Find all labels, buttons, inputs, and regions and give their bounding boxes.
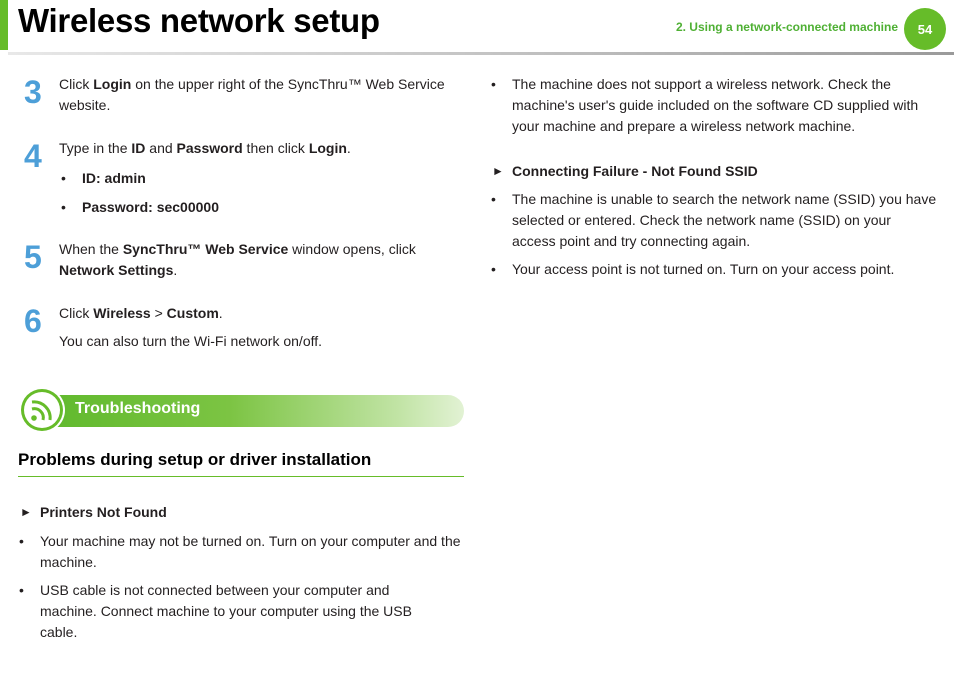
step-6-number: 6: [24, 303, 42, 339]
bullet-marker: •: [61, 199, 66, 215]
arrow-marker-icon: ►: [20, 505, 32, 519]
page-title: Wireless network setup: [18, 2, 380, 39]
arrow-marker-icon: ►: [492, 164, 504, 178]
problem-title: Connecting Failure - Not Found SSID: [512, 163, 758, 179]
problem-item: Your machine may not be turned on. Turn on your computer and the machine.: [40, 533, 461, 570]
header-accent-bar: [0, 0, 8, 50]
problem-title: Printers Not Found: [40, 504, 167, 520]
step-6-note: You can also turn the Wi-Fi network on/off.: [59, 333, 323, 349]
bullet-marker: •: [491, 261, 496, 277]
step-5-number: 5: [24, 239, 42, 275]
problem-item: The machine is unable to search the network name (SSID) you have selected or entered. Check the network name (SSID) on your access point and try connecting again.: [512, 191, 937, 249]
bullet-marker: •: [491, 76, 496, 92]
bullet-marker: •: [19, 533, 24, 549]
step-5-text: When the SyncThru™ Web Service window opens, click Network Settings.: [59, 241, 416, 278]
subheading-divider: [18, 476, 464, 477]
login-password-item: Password: sec00000: [82, 199, 219, 215]
step-4-number: 4: [24, 138, 42, 174]
bullet-marker: •: [61, 170, 66, 186]
page-number-badge: 54: [904, 8, 946, 50]
header-divider: [8, 52, 954, 55]
step-3-number: 3: [24, 74, 42, 110]
bullet-marker: •: [491, 191, 496, 207]
step-6-text: Click Wireless > Custom.: [59, 305, 223, 321]
chapter-link[interactable]: 2. Using a network-connected machine: [675, 20, 898, 34]
wifi-signal-icon: [18, 386, 66, 434]
problem-item: Your access point is not turned on. Turn on your access point.: [512, 261, 895, 277]
problem-item: USB cable is not connected between your computer and machine. Connect machine to your computer using the USB cable.: [40, 582, 412, 640]
section-subheading: Problems during setup or driver installation: [18, 450, 372, 469]
section-title: Troubleshooting: [75, 400, 201, 417]
step-4-text: Type in the ID and Password then click Login.: [59, 140, 351, 156]
login-id-item: ID: admin: [82, 170, 146, 186]
step-3-text: Click Login on the upper right of the SyncThru™ Web Service website.: [59, 76, 445, 113]
bullet-marker: •: [19, 582, 24, 598]
problem-item: The machine does not support a wireless network. Check the machine's user's guide included on the software CD supplied with your machine and prepare a wireless network machine.: [512, 76, 919, 134]
